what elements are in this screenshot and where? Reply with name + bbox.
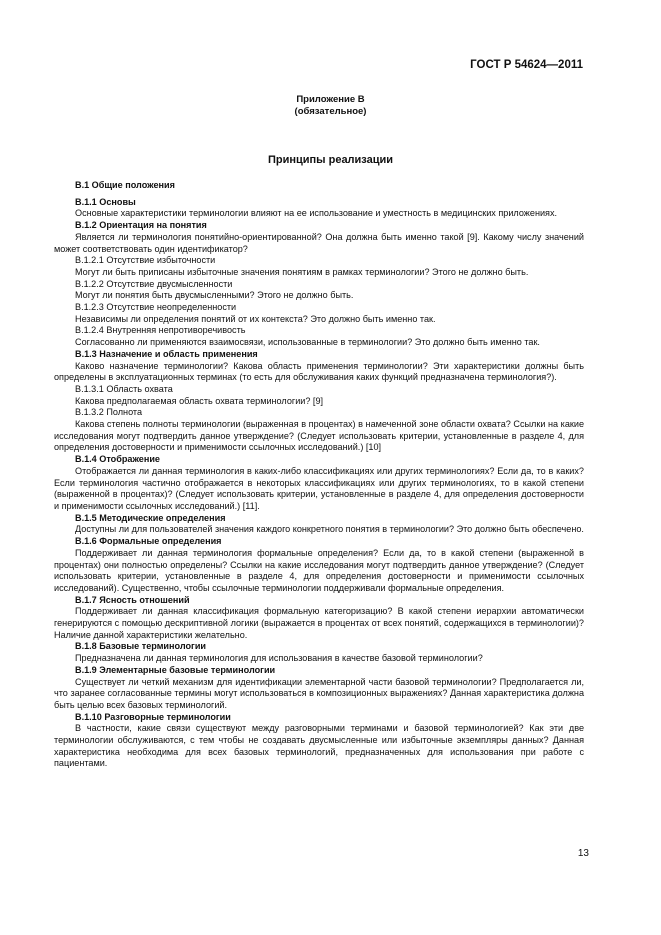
subsection-heading: В.1.5 Методические определения [75, 512, 226, 523]
body-paragraph: Каково назначение терминологии? Какова область применения терминологии? Эти характеристики должны быть определены в эксплуатационных терминах (то есть для обслуживания каких функций предназначена терминология?). [54, 360, 584, 383]
body-paragraph: В.1.3.2 Полнота [75, 407, 143, 418]
subsection-heading: В.1.6 Формальные определения [75, 536, 222, 547]
body-paragraph: Поддерживает ли данная классификация формальную категоризацию? В какой степени иерархии автоматически генерируются с помощью дескриптивной логики (выражается в процентах от всех понятий, содержащихся в терминологии)? Наличие данной характеристики желательно. [54, 606, 584, 640]
page-number: 13 [577, 848, 589, 859]
body-paragraph: Основные характеристики терминологии влияют на ее использование и уместность в медицинских приложениях. [75, 208, 558, 219]
annex-heading [0, 94, 661, 118]
body-paragraph: Поддерживает ли данная терминология формальные определения? Если да, то в какой степени (выраженной в процентах) они полностью определены? Ссылки на какие исследования могут подтвердить данное утверждение? (Следует использовать критерии, установленные в разделе 4, для определения достоверности и применимости ссылочных исследований). Существенно, чтобы ссылочные терминологии поддерживали формальные определения. [54, 547, 584, 593]
body-paragraph: Какова степень полноты терминологии (выраженная в процентах) в намеченной зоне области охвата? Ссылки на какие исследования могут подтвердить данное утверждение? (Следует использовать критерии, установленные в разделе 4, для определения достоверности и применимости ссылочных исследований.) [10] [54, 419, 584, 453]
subsection-heading: В.1.8 Базовые терминологии [75, 641, 207, 652]
body-paragraph: Независимы ли определения понятий от их контекста? Это должно быть именно так. [75, 313, 436, 324]
body-paragraph: Какова предполагаемая область охвата терминологии? [9] [75, 395, 324, 406]
subsection-heading: В.1 Общие положения [75, 180, 175, 190]
annex-title: Приложение В [296, 94, 365, 105]
body-paragraph: Могут ли быть приписаны избыточные значения понятиям в рамках терминологии? Этого не должно быть. [75, 266, 529, 277]
body-paragraph: Отображается ли данная терминология в каких-либо классификациях или других терминологиях? Если да, то в каких? Если терминология частично отображается в некоторых классификациях или других терминологиях, то в какой степени (выраженной в процентах)? (Следует использовать критерии, установленные в разделе 4, для определения достоверности и применимости ссылочных исследований.) [11]. [54, 465, 584, 511]
subsection-heading: В.1.2 Ориентация на понятия [75, 220, 207, 231]
subsection-heading: В.1.4 Отображение [75, 454, 160, 465]
body-paragraph: В.1.2.2 Отсутствие двусмысленности [75, 278, 233, 289]
body-paragraph: Существует ли четкий механизм для идентификации элементарной части базовой терминологии? Предполагается ли, что заранее согласованные термины могут использоваться в композиционных выражениях? Данная характеристика должна быть целью всех базовых терминологий. [54, 676, 584, 710]
body-paragraph: Предназначена ли данная терминология для использования в качестве базовой терминологии? [75, 653, 483, 664]
document-body [54, 180, 584, 770]
subsection-heading: В.1.1 Основы [75, 196, 136, 207]
body-paragraph: В частности, какие связи существуют между разговорными терминами и базовой терминологией? Как эти две терминологии обслуживаются, с тем чтобы не создавать двусмысленные или избыточные экземпляры данных? Данная характеристика необходима для всех базовых терминологий, предназначенных для использования при работе с пациентами. [54, 723, 584, 769]
body-paragraph: В.1.2.4 Внутренняя непротиворечивость [75, 325, 246, 336]
document-code: ГОСТ Р 54624—2011 [470, 59, 583, 71]
section-title: Принципы реализации [267, 154, 394, 166]
body-paragraph: Могут ли понятия быть двусмысленными? Этого не должно быть. [75, 290, 354, 301]
subsection-heading: В.1.3 Назначение и область применения [75, 348, 258, 359]
subsection-heading: В.1.7 Ясность отношений [75, 594, 190, 605]
body-paragraph: Является ли терминология понятийно-ориентированной? Она должна быть именно такой [9]. Какому числу значений может соответствовать один идентификатор? [54, 231, 584, 254]
annex-status: (обязательное) [294, 106, 367, 117]
subsection-heading: В.1.9 Элементарные базовые терминологии [75, 664, 276, 675]
body-paragraph: В.1.3.1 Область охвата [75, 383, 173, 394]
body-paragraph: Доступны ли для пользователей значения каждого конкретного понятия в терминологии? Это должно быть обеспечено. [75, 524, 584, 535]
body-paragraph: В.1.2.3 Отсутствие неопределенности [75, 302, 237, 313]
body-paragraph: В.1.2.1 Отсутствие избыточности [75, 255, 216, 266]
body-paragraph: Согласованно ли применяются взаимосвязи, использованные в терминологии? Это должно быть именно так. [75, 337, 540, 348]
subsection-heading: В.1.10 Разговорные терминологии [75, 711, 231, 722]
